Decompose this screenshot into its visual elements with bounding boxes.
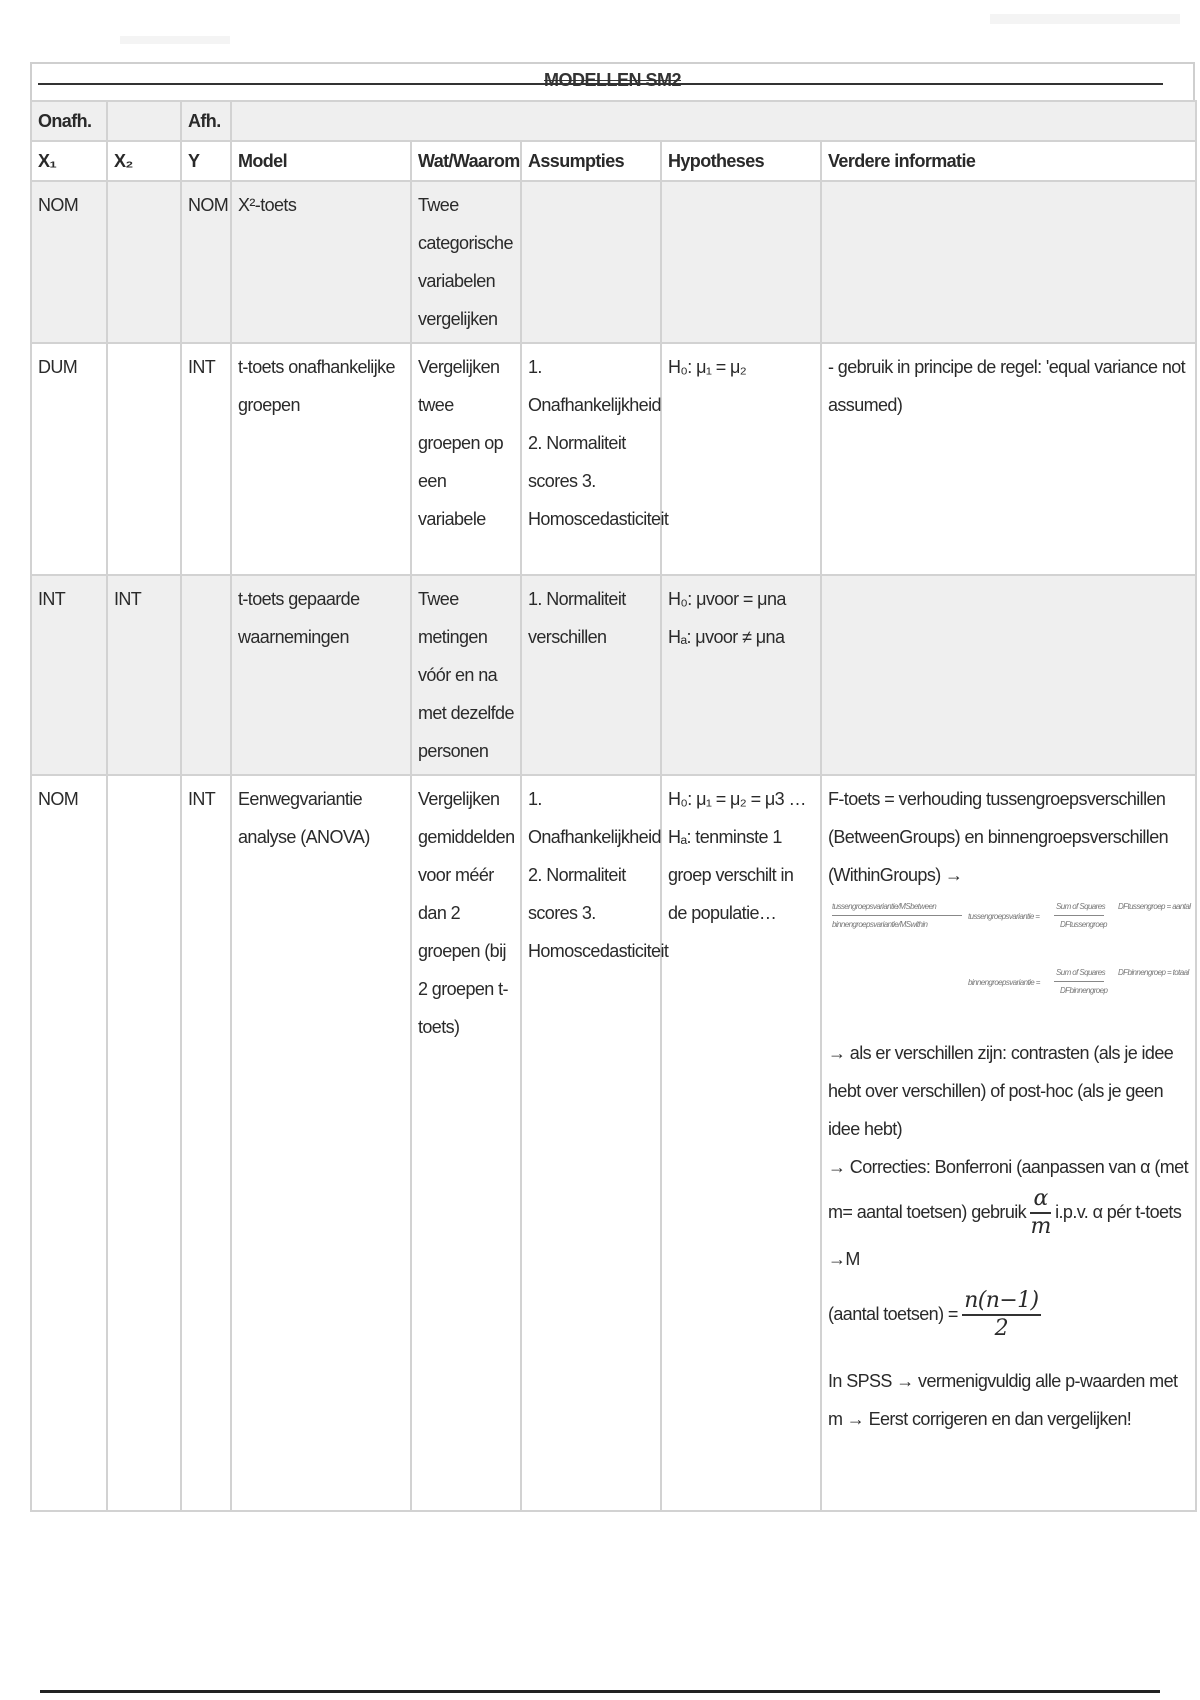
alpha-over-m-fraction (1030, 1186, 1050, 1240)
info-aantal-toetsen (828, 1288, 1189, 1342)
cell-hypotheses (661, 181, 821, 343)
cell-y: INT (181, 343, 231, 575)
header-empty-span (231, 101, 1196, 141)
formula-text: tussengroepsvariantie/MSbetween (832, 902, 937, 911)
header-onafh: Onafh. (31, 101, 107, 141)
n-choose-2-fraction (962, 1288, 1040, 1342)
info-ftoets: F-toets = verhouding tussengroepsverschillen (BetweenGroups) en binnengroepsverschillen (WithinGroups) → (828, 789, 1169, 885)
cell-hypotheses (661, 575, 821, 775)
aantal-text: (aantal toetsen) = (828, 1303, 958, 1324)
fraction-numerator: n(n−1) (962, 1288, 1040, 1316)
footer-rule (40, 1690, 1160, 1693)
cell-x1: NOM (31, 775, 107, 1511)
fraction-denominator: m (1030, 1214, 1051, 1239)
cell-x2 (107, 181, 181, 343)
cell-wat: Twee categorische variabelen vergelijken (411, 181, 521, 343)
cell-hypotheses: H₀: μ₁ = μ₂ (661, 343, 821, 575)
header-hypotheses: Hypotheses (661, 141, 821, 181)
header-row-2 (31, 141, 1196, 181)
cell-y: NOM (181, 181, 231, 343)
cell-wat: Vergelijken twee groepen op een variabele (411, 343, 521, 575)
formula-text: DFbinnengroep = totaal (1118, 968, 1189, 977)
header-empty (107, 101, 181, 141)
cell-x1: DUM (31, 343, 107, 575)
faded-header-right (990, 14, 1180, 24)
header-assumpties: Assumpties (521, 141, 661, 181)
faded-header-left (120, 36, 230, 44)
formula-text: binnengroepsvariantie/MSwithin (832, 920, 928, 929)
formula-image (828, 894, 1189, 1034)
header-row-1 (31, 101, 1196, 141)
cell-x2 (107, 343, 181, 575)
cell-hypotheses: H₀: μ₁ = μ₂ = μ3 … Hₐ: tenminste 1 groep verschilt in de populatie… (661, 775, 821, 1511)
header-x2: X₂ (107, 141, 181, 181)
correcties-text: → Correcties: Bonferroni (aanpassen van α (met m= aantal toetsen) gebruik (828, 1157, 1188, 1222)
cell-x2 (107, 775, 181, 1511)
info-correcties (828, 1148, 1189, 1278)
page-title: MODELLEN SM2 (543, 70, 681, 90)
cell-verdere (821, 575, 1196, 775)
cell-verdere (821, 181, 1196, 343)
fraction-numerator: α (1030, 1186, 1050, 1214)
cell-verdere (821, 775, 1196, 1511)
cell-model: t-toets onafhankelijke groepen (231, 343, 411, 575)
formula-text: binnengroepsvariantie = (968, 978, 1040, 987)
cell-verdere: - gebruik in principe de regel: 'equal variance not assumed) (821, 343, 1196, 575)
cell-model: Eenwegvariantie analyse (ANOVA) (231, 775, 411, 1511)
cell-x2: INT (107, 575, 181, 775)
cell-y: INT (181, 775, 231, 1511)
table-row (31, 343, 1196, 575)
header-afh: Afh. (181, 101, 231, 141)
cell-assumpties (521, 181, 661, 343)
cell-assumpties: 1. Onafhankelijkheid 2. Normaliteit scores 3. Homoscedasticiteit (521, 775, 661, 1511)
header-model: Model (231, 141, 411, 181)
models-table (30, 100, 1197, 1512)
header-x1: X₁ (31, 141, 107, 181)
cell-y (181, 575, 231, 775)
cell-wat: Vergelijken gemiddelden voor méér dan 2 groepen (bij 2 groepen t-toets) (411, 775, 521, 1511)
formula-line (1054, 915, 1104, 916)
header-verdere: Verdere informatie (821, 141, 1196, 181)
fraction-denominator: 2 (994, 1316, 1009, 1341)
cell-wat: Twee metingen vóór en na met dezelfde personen (411, 575, 521, 775)
cell-assumpties: 1. Onafhankelijkheid 2. Normaliteit scores 3. Homoscedasticiteit (521, 343, 661, 575)
cell-model: t-toets gepaarde waarnemingen (231, 575, 411, 775)
cell-x1: INT (31, 575, 107, 775)
formula-line (832, 915, 962, 916)
document-page (30, 62, 1195, 1512)
header-wat: Wat/Waarom (411, 141, 521, 181)
hypothesis-h0: H₀: μvoor = μna (668, 589, 786, 609)
title-row (30, 62, 1195, 100)
cell-model: X²-toets (231, 181, 411, 343)
table-row (31, 575, 1196, 775)
info-verschillen: → als er verschillen zijn: contrasten (als je idee hebt over verschillen) of post-hoc (als je geen idee hebt) (828, 1043, 1174, 1139)
formula-line (1054, 981, 1104, 982)
formula-text: DFtussengroep = aantal (1118, 902, 1191, 911)
cell-x1: NOM (31, 181, 107, 343)
formula-text: Sum of Squares (1056, 968, 1105, 977)
formula-text: tussengroepsvariantie = (968, 912, 1040, 921)
cell-assumpties: 1. Normaliteit verschillen (521, 575, 661, 775)
table-row (31, 181, 1196, 343)
table-row (31, 775, 1196, 1511)
formula-text: Sum of Squares (1056, 902, 1105, 911)
hypothesis-ha: Hₐ: μvoor ≠ μna (668, 627, 785, 647)
formula-text: DFtussengroep (1060, 920, 1107, 929)
correcties-text-2: i.p.v. α pér t-toets →M (828, 1201, 1182, 1269)
header-y: Y (181, 141, 231, 181)
info-spss: In SPSS → vermenigvuldig alle p-waarden met m → Eerst corrigeren en dan vergelijken! (828, 1371, 1178, 1429)
formula-text: DFbinnengroep (1060, 986, 1108, 995)
